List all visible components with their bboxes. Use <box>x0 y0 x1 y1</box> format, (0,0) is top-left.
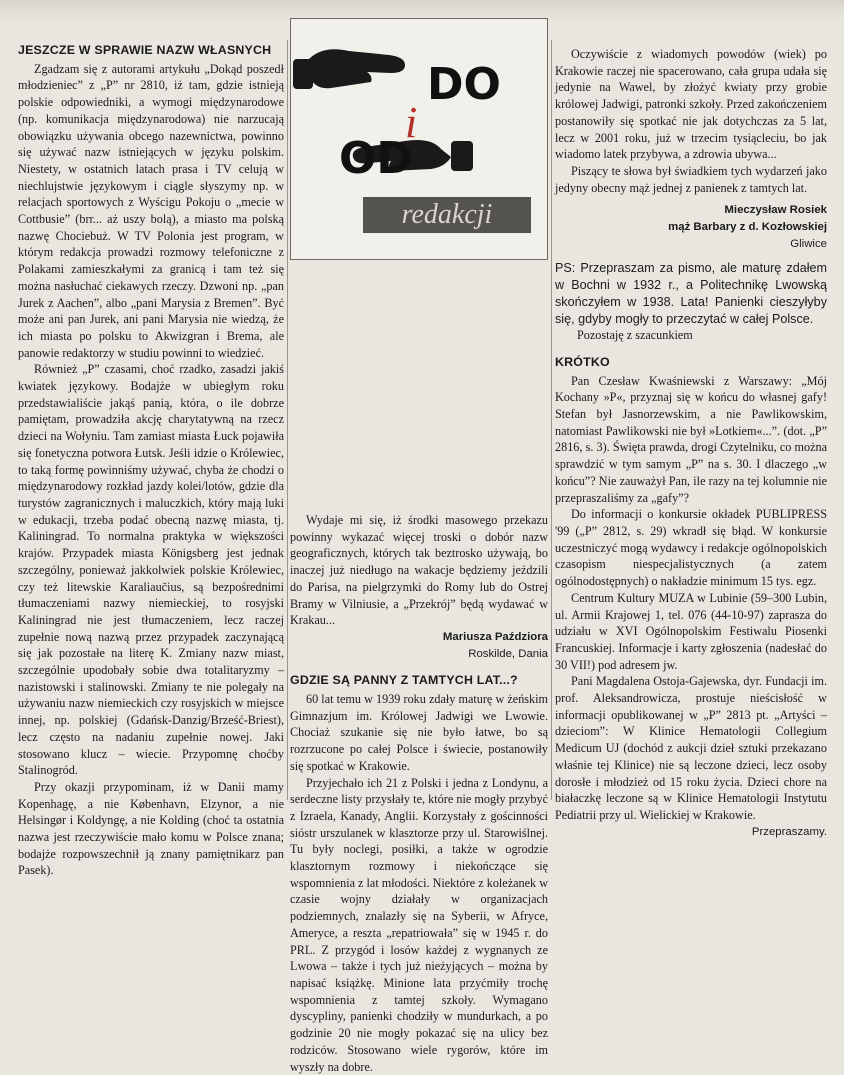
paragraph: Centrum Kultury MUZA w Lubinie (59–300 Lubin, ul. Armii Krajowej 1, tel. 076 (44-10-97) zaprasza do udziału w XVI Ogólnopolskim Festiwalu Piosenki Francuskiej. Informacje i karty zgłoszenia (nadesłać do 30 VII!) pod adresem jw. <box>555 590 827 672</box>
column-divider <box>551 40 552 800</box>
paragraph: Pani Magdalena Ostoja-Gajewska, dyr. Fundacji im. prof. Aleksandrowicza, prostuje nieścisłość w informacji opublikowanej w „P” 2813 pt. „Artyści – dzieciom”: W Klinice Hematologii Collegium Medicum UJ (dochód z aukcji dzieł sztuki przekazano właśnie tej Klinice) nie są leczone dzieci, lecz osoby dorosłe i młodzież od 15 roku życia. Dzieci chore na białaczkę leczone są w Klinice Hematologii Instytutu Pediatrii przy ul. Wielickiej w Krakowie. <box>555 674 827 822</box>
article-nazwy-wlasne <box>18 42 284 879</box>
logo-i: i <box>405 98 418 147</box>
do-i-od-redakcji-logo <box>290 18 548 260</box>
ps-label: PS: <box>555 261 576 276</box>
closing: Przepraszamy. <box>751 825 827 838</box>
logo-do: DO <box>427 59 501 110</box>
ps-closing: Pozostaję z szacunkiem <box>577 328 693 343</box>
ps-paragraph <box>555 260 827 327</box>
paragraph: Przy okazji przypominam, iż w Danii mamy Kopenhagę, a nie København, Elzynor, a nie Helsingør i Koldyngę, a nie Kolding (choć ta ostatnia nazwa jest rzeczywiście mało komu w Polsce znana; bodajże rozpowszechnił ją znany pamiętnikarz pan Pasek). <box>18 779 284 878</box>
paragraph: 60 lat temu w 1939 roku zdały maturę w żeńskim Gimnazjum im. Królowej Jadwigi we Lwowie. Chociaż szukanie się nie było łatwe, bo są rozrzucone po całej Polsce i świecie, postanowiły się spotkać w Krakowie. <box>290 692 548 773</box>
signature: Mariusza Paździora <box>442 630 548 643</box>
paragraph: Zgadzam się z autorami artykułu „Dokąd poszedł młodzieniec” z „P” nr 2810, iż tam, gdzie istnieją polskie odpowiedniki, a wymogi międzynarodowe (np. komunikacja międzynarodowa) nie narzucają obowiązku używania obcego nazewnictwa, powinno się używać nazw istniejących w języku polskim. Niestety, w ostatnich latach prasa i TV celują w niechlujstwie językowym i ciągle słyszymy np. w relacjach sportowych z Wyścigu Pokoju o „mecie w Cottbusie” (brr... aż uszy bolą), a miasto ma polską nazwę Chociebuż. W TV Polonia jest program, w którym redakcja prowadzi rozmowy telefoniczne z Polakami zamieszkałymi za granicą i tam też się można nasłuchać ciekawych rzeczy. Dzwoni np. „pan Jurek z Aachen”, albo „pani Marysia z Bremen”. Być może ani pan Jurek, ani pani Marysia nie wiedzą, że ich miasta po polsku to Akwizgran i Brema, ale panowie redaktorzy w studiu powinni to wiedzieć. <box>18 61 284 360</box>
article-continuation <box>290 512 548 1075</box>
paragraph: Również „P” czasami, choć rzadko, zasadzi jakiś kwiatek językowy. Bodajże w ubiegłym roku przedstawialiście jakąś panią, która, o ile dobrze pamiętam, prowadziła akcję charytatywną na rzecz dzieci na Wołyniu. Tam zamiast miasta Łuck pojawiła się fonetyczna potwora Łutsk. Jeśli idzie o Królewiec, to taką formę powinniśmy używać, chyba że chodzi o międzynarodowy rozkład jazdy kolei/lotów, gdzie dla turystów zagranicznych i maluczkich, który mają luki w edukacji, trzeba podać obecną nazwę miasta, tj. Kaliningrad. To normalna praktyka w większości krajów. Przypadek miasta Königsberg jest jednak szczególny, ponieważ jakkolwiek polskie Królewiec, czy też litewskie Karaliaučius, są bezpośrednimi tłumaczeniami nazwy niemieckiej, to rosyjski Kaliningrad nie jest tłumaczeniem, lecz raczej zupełnie nową nazwą przez przypadek zaczynającą się jak pozostałe na literę K. Zmiany nazw miast, szczególnie upodobały sobie dwa totalitaryzmy – nazistowski i stalinowski. Zmiany te nie polegały na używaniu nazw niemieckich czy rosyjskich w miejsce innej, np. polskiej (Gdańsk-Danzig/Brześć-Briest), lecz często na nadaniu zupełnie nowej. Jaki stosowano klucz – wiecie. Przypomnę choćby Stalinogród. <box>18 362 284 778</box>
signature: Mieczysław Rosiek <box>724 204 827 217</box>
signature-line2: mąż Barbary z d. Kozłowskiej <box>668 221 827 234</box>
signature-place: Gliwice <box>790 237 827 250</box>
paragraph: Do informacji o konkursie okładek PUBLIPRESS '99 („P” 2812, s. 29) wkradł się błąd. W konkursie uczestniczyć mogą wydawcy i redakcje ogólnopolskich czasopism niespecjalistycznych (a zatem ogólnodostępnych) o nakładzie minimum 15 tys. egz. <box>555 507 827 589</box>
paragraph: Pan Czesław Kwaśniewski z Warszawy: „Mój Kochany »P«, przyznaj się w końcu do własnej gafy! Stefan był Jasnorzewskim, a nie Pawlikowskim, natomiast Pawlikowski nie był »Lotkiem«...”. (dot. „P” 2816, s. 3). Święta prawda, drogi Czytelniku, co można sprawdzić w tym samym „P” na s. 30. I dlaczego „w końcu”? Nie zauważył Pan, ile razy na tej kolumnie nie przepraszaliśmy za „gafy”? <box>555 373 827 505</box>
article-heading: KRÓTKO <box>555 354 610 369</box>
article-column-right <box>555 46 827 840</box>
ps-text: Przepraszam za pismo, ale maturę zdałem w Bochni w 1932 r., a Politechnikę Lwowską skończyłem w 1938. Lata! Panienki cieszyłyby się, gdyby mogły to przeczytać w całej Polsce. <box>555 261 827 326</box>
logo-od: OD <box>339 133 413 184</box>
column-divider <box>287 40 288 800</box>
paragraph: Wydaje mi się, iż środki masowego przekazu powinny wykazać więcej troski o dobór nazw geograficznych, których tak beztrosko używają, bo inaczej już niedługo na wakacje będziemy jeździli do Parisa, na pielgrzymki do Romy lub do Ostrej Bramy w Vilniusie, a „Przekrój” będą wydawać w Krakau... <box>290 513 548 628</box>
signature-place: Roskilde, Dania <box>468 647 548 660</box>
paragraph: Piszący te słowa był świadkiem tych wydarzeń jako jedyny obecny mąż jednej z panienek z tamtych lat. <box>555 163 827 195</box>
paragraph: Przyjechało ich 21 z Polski i jedna z Londynu, a serdeczne listy przysłały te, które nie mogły przybyć z Izraela, Kanady, Anglii. Korzystały z gościnności sióstr urszulanek w klasztorze przy ul. Starowiślnej. Tu były noclegi, posiłki, a także w ogrodzie klasztornym rozmowy i niekończące się wspomnienia z lat młodości. Niektóre z koleżanek w czasie wojny działały w organizacjach podziemnych, znalazły się na Syberii, w Afryce, Ameryce, a reszta „repatriowała” się w 1945 r. do PRL. Z przygód i losów każdej z wygnanych ze Lwowa – także i tych już nieżyjących – można by napisać książkę. Minione lata przyćmiły trochę wspomnienia z tamtej szkoły. Wymagano dyscypliny, panienki chodziły w mundurkach, a po godzinie 20 nie mogły pokazać się na ulicy bez rodziców. Stosowano wiele rygorów, które im wyszły na dobre. <box>290 775 548 1074</box>
logo-redakcji: redakcji <box>401 199 493 230</box>
paragraph: Oczywiście z wiadomych powodów (wiek) po Krakowie raczej nie spacerowano, cała grupa udała się jedynie na Wawel, by złożyć kwiaty przy grobie królowej Jadwigi, patronki szkoły. Przed zakończeniem postanowiły się spotkać nie jak dotychczas za 5 lat, lecz w 2001 roku, już w trzecim tysiącleciu, bo jak wiadomo latek przybywa, a zdrowia ubywa... <box>555 47 827 162</box>
article-heading: GDZIE SĄ PANNY Z TAMTYCH LAT...? <box>290 673 518 688</box>
article-heading: JESZCZE W SPRAWIE NAZW WŁASNYCH <box>18 43 272 57</box>
